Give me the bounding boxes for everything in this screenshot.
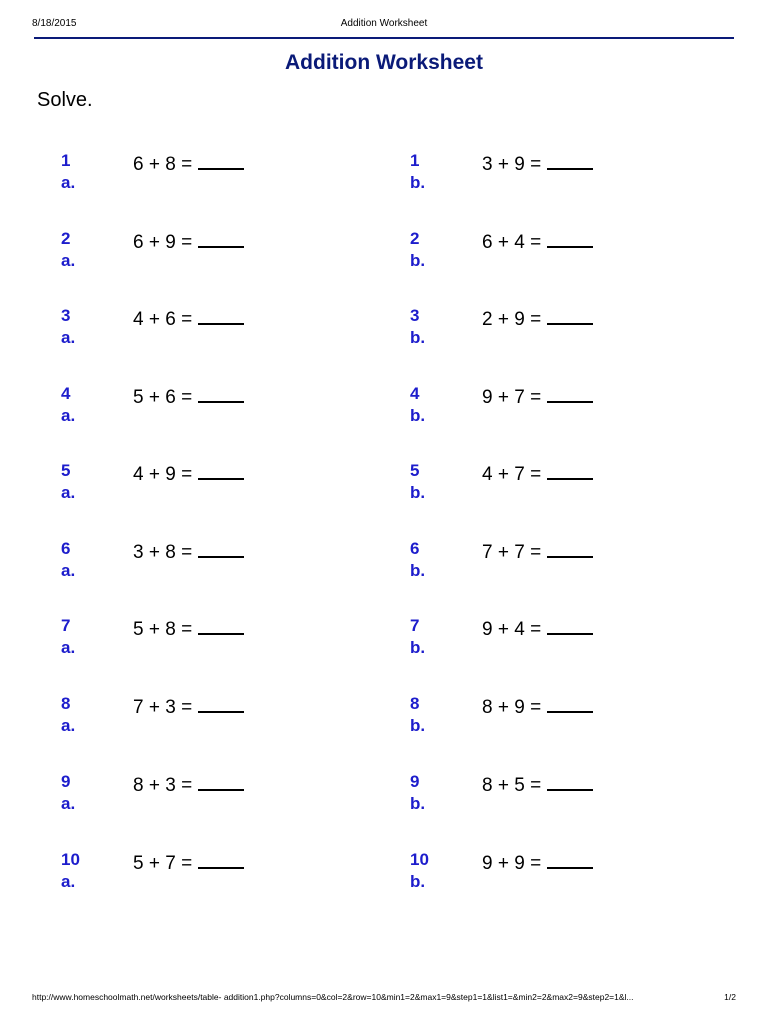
answer-blank[interactable] bbox=[198, 693, 244, 713]
problem-expression: 5 + 8 = bbox=[133, 615, 244, 642]
problem-expression: 8 + 5 = bbox=[482, 771, 593, 798]
answer-blank[interactable] bbox=[198, 538, 244, 558]
problem-number: 10 a. bbox=[61, 850, 80, 891]
problem-number: 2 b. bbox=[410, 229, 426, 270]
header-divider bbox=[34, 37, 734, 39]
answer-blank[interactable] bbox=[198, 615, 244, 635]
answer-blank[interactable] bbox=[547, 228, 593, 248]
problem-number: 8 a. bbox=[61, 694, 76, 735]
problem-number: 4 a. bbox=[61, 384, 76, 425]
problem-number: 4 b. bbox=[410, 384, 426, 425]
problem-expression: 7 + 7 = bbox=[482, 538, 593, 565]
page-header-date: 8/18/2015 bbox=[32, 18, 77, 29]
problem-expression: 9 + 9 = bbox=[482, 849, 593, 876]
answer-blank[interactable] bbox=[198, 383, 244, 403]
answer-blank[interactable] bbox=[198, 305, 244, 325]
answer-blank[interactable] bbox=[547, 383, 593, 403]
footer-url: http://www.homeschoolmath.net/worksheets/table- addition1.php?columns=0&col=2&row=10&min1=2&max1=9&step1=1&list1=&min2=2&max2=9&step2=1&l... bbox=[32, 992, 634, 1002]
problem-number: 6 b. bbox=[410, 539, 426, 580]
answer-blank[interactable] bbox=[547, 615, 593, 635]
answer-blank[interactable] bbox=[547, 771, 593, 791]
problem-expression: 5 + 7 = bbox=[133, 849, 244, 876]
problem-number: 7 a. bbox=[61, 616, 76, 657]
answer-blank[interactable] bbox=[547, 538, 593, 558]
worksheet-title: Addition Worksheet bbox=[285, 51, 483, 74]
answer-blank[interactable] bbox=[198, 771, 244, 791]
answer-blank[interactable] bbox=[198, 228, 244, 248]
answer-blank[interactable] bbox=[547, 150, 593, 170]
problem-expression: 3 + 9 = bbox=[482, 150, 593, 177]
answer-blank[interactable] bbox=[198, 150, 244, 170]
problem-expression: 3 + 8 = bbox=[133, 538, 244, 565]
problem-expression: 4 + 9 = bbox=[133, 460, 244, 487]
footer-page-number: 1/2 bbox=[724, 992, 736, 1002]
problem-expression: 9 + 4 = bbox=[482, 615, 593, 642]
problem-number: 1 b. bbox=[410, 151, 426, 192]
problem-expression: 5 + 6 = bbox=[133, 383, 244, 410]
answer-blank[interactable] bbox=[198, 849, 244, 869]
problem-number: 10 b. bbox=[410, 850, 429, 891]
problem-expression: 8 + 3 = bbox=[133, 771, 244, 798]
problem-expression: 6 + 4 = bbox=[482, 228, 593, 255]
problem-number: 9 a. bbox=[61, 772, 76, 813]
answer-blank[interactable] bbox=[547, 305, 593, 325]
problem-expression: 4 + 6 = bbox=[133, 305, 244, 332]
problem-number: 3 b. bbox=[410, 306, 426, 347]
problem-number: 6 a. bbox=[61, 539, 76, 580]
problem-number: 1 a. bbox=[61, 151, 76, 192]
answer-blank[interactable] bbox=[547, 693, 593, 713]
problem-expression: 8 + 9 = bbox=[482, 693, 593, 720]
problem-expression: 9 + 7 = bbox=[482, 383, 593, 410]
problem-expression: 4 + 7 = bbox=[482, 460, 593, 487]
problem-expression: 7 + 3 = bbox=[133, 693, 244, 720]
problem-number: 9 b. bbox=[410, 772, 426, 813]
answer-blank[interactable] bbox=[547, 460, 593, 480]
page-header-title: Addition Worksheet bbox=[340, 18, 428, 29]
problem-expression: 6 + 9 = bbox=[133, 228, 244, 255]
problem-number: 8 b. bbox=[410, 694, 426, 735]
problem-number: 7 b. bbox=[410, 616, 426, 657]
answer-blank[interactable] bbox=[198, 460, 244, 480]
problem-expression: 2 + 9 = bbox=[482, 305, 593, 332]
problem-expression: 6 + 8 = bbox=[133, 150, 244, 177]
problem-number: 3 a. bbox=[61, 306, 76, 347]
problem-number: 5 b. bbox=[410, 461, 426, 502]
problem-number: 2 a. bbox=[61, 229, 76, 270]
answer-blank[interactable] bbox=[547, 849, 593, 869]
instruction-text: Solve. bbox=[37, 89, 93, 111]
problem-number: 5 a. bbox=[61, 461, 76, 502]
